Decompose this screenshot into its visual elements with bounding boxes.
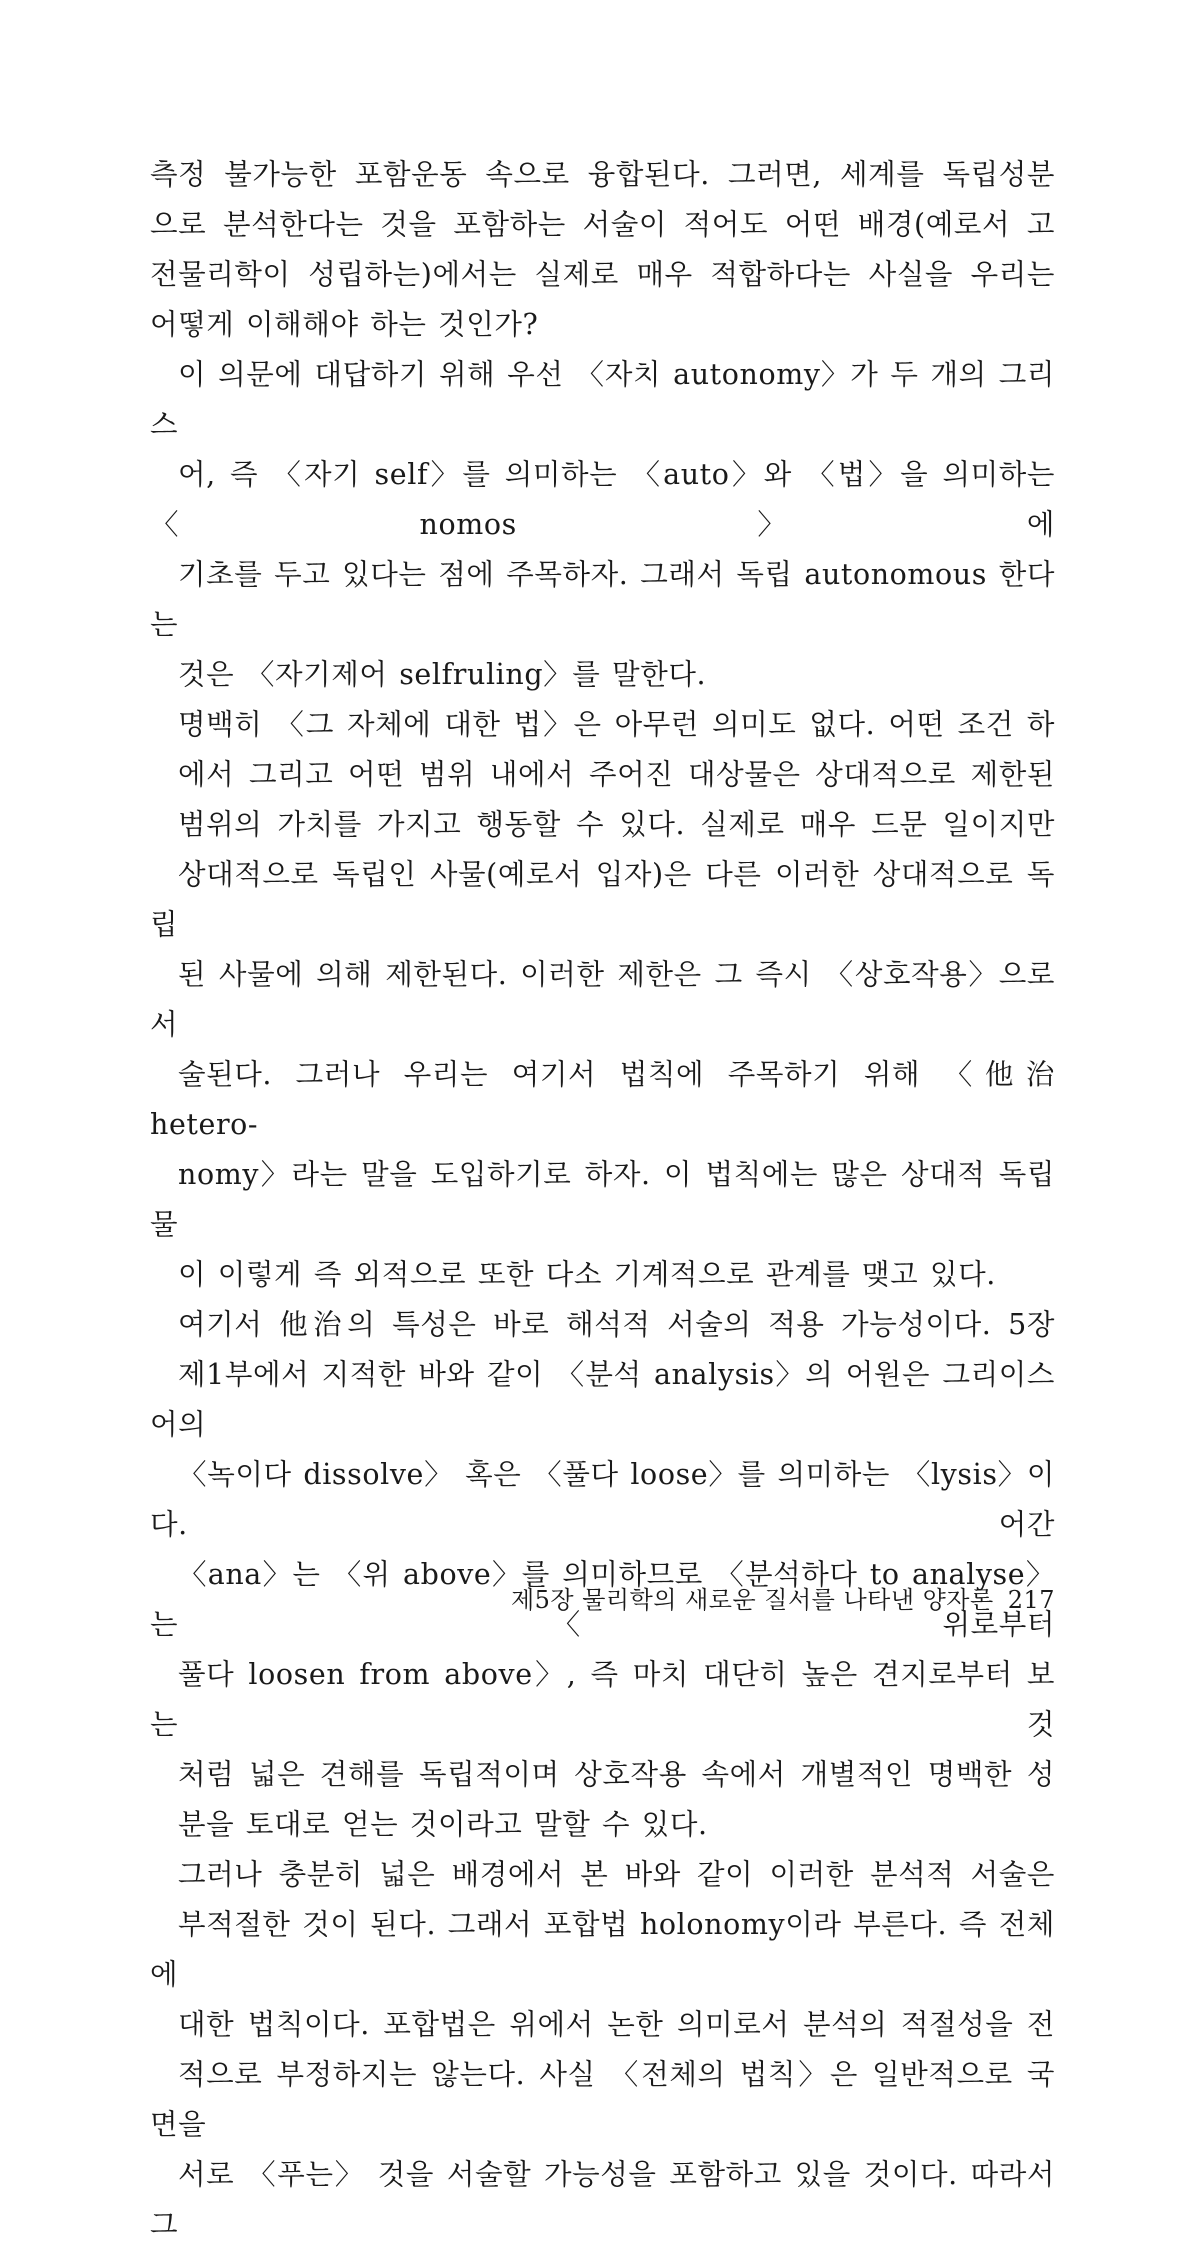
text-line: 명백히 〈그 자체에 대한 법〉은 아무런 의미도 없다. 어떤 조건 하 bbox=[178, 708, 1055, 741]
text-line: 적으로 부정하지는 않는다. 사실 〈전체의 법칙〉은 일반적으로 국면을 bbox=[150, 2058, 1055, 2141]
text-line: 부적절한 것이 된다. 그래서 포합법 holonomy이라 부른다. 즉 전체에 bbox=[150, 1908, 1055, 1991]
text-line: 것은 〈자기제어 selfruling〉를 말한다. bbox=[178, 658, 707, 691]
text-line: 술된다. 그러나 우리는 여기서 법칙에 주목하기 위해 〈他治 hetero- bbox=[150, 1058, 1055, 1141]
text-line: 그러나 충분히 넓은 배경에서 본 바와 같이 이러한 분석적 서술은 bbox=[178, 1858, 1055, 1891]
text-line: 서로 〈푸는〉 것을 서술할 가능성을 포함하고 있을 것이다. 따라서 그 bbox=[150, 2158, 1055, 2241]
text-line: 〈녹이다 dissolve〉 혹은 〈풀다 loose〉를 의미하는 〈lysis〉이다. 어간 bbox=[150, 1458, 1055, 1541]
text-line: nomy〉라는 말을 도입하기로 하자. 이 법칙에는 많은 상대적 독립물 bbox=[150, 1158, 1055, 1241]
body-text bbox=[150, 150, 1055, 2250]
text-line: 이 이렇게 즉 외적으로 또한 다소 기계적으로 관계를 맺고 있다. bbox=[178, 1258, 996, 1291]
text-line: 측정 불가능한 포함운동 속으로 융합된다. 그러면, 세계를 독립성분 bbox=[150, 158, 1055, 191]
text-line: 기초를 두고 있다는 점에 주목하자. 그래서 독립 autonomous 한다는 bbox=[150, 558, 1055, 641]
text-line: 대한 법칙이다. 포합법은 위에서 논한 의미로서 분석의 적절성을 전 bbox=[178, 2008, 1055, 2041]
text-line: 분을 토대로 얻는 것이라고 말할 수 있다. bbox=[178, 1808, 708, 1841]
paragraph bbox=[150, 700, 1055, 1300]
text-line: 상대적으로 독립인 사물(예로서 입자)은 다른 이러한 상대적으로 독립 bbox=[150, 858, 1055, 941]
paragraph bbox=[150, 150, 1055, 350]
text-line: 여기서 他治의 특성은 바로 해석적 서술의 적용 가능성이다. 5장 bbox=[178, 1308, 1055, 1341]
running-head: 제5장 물리학의 새로운 질서를 나타낸 양자론 bbox=[510, 1586, 994, 1614]
text-line: 에서 그리고 어떤 범위 내에서 주어진 대상물은 상대적으로 제한된 bbox=[178, 758, 1055, 791]
text-line: 된 사물에 의해 제한된다. 이러한 제한은 그 즉시 〈상호작용〉으로 서 bbox=[150, 958, 1055, 1041]
text-line: 전물리학이 성립하는)에서는 실제로 매우 적합하다는 사실을 우리는 bbox=[150, 258, 1055, 291]
text-line: 어, 즉 〈자기 self〉를 의미하는 〈auto〉와 〈법〉을 의미하는 〈nomos〉에 bbox=[150, 458, 1055, 541]
text-line: 제1부에서 지적한 바와 같이 〈분석 analysis〉의 어원은 그리이스어의 bbox=[150, 1358, 1055, 1441]
text-line: 이 의문에 대답하기 위해 우선 〈자치 autonomy〉가 두 개의 그리스 bbox=[150, 358, 1055, 441]
text-line: 〈ana〉는 〈위 above〉를 의미하므로 〈분석하다 to analyse〉는 〈위로부터 bbox=[150, 1558, 1055, 1641]
text-line: 으로 분석한다는 것을 포함하는 서술이 적어도 어떤 배경(예로서 고 bbox=[150, 208, 1055, 241]
text-line: 처럼 넓은 견해를 독립적이며 상호작용 속에서 개별적인 명백한 성 bbox=[178, 1758, 1055, 1791]
paragraph bbox=[150, 1850, 1055, 2250]
paragraph bbox=[150, 350, 1055, 700]
text-line: 범위의 가치를 가지고 행동할 수 있다. 실제로 매우 드문 일이지만 bbox=[178, 808, 1055, 841]
paragraph bbox=[150, 1300, 1055, 1850]
text-line: 어떻게 이해해야 하는 것인가? bbox=[150, 308, 539, 341]
page-number: 217 bbox=[1007, 1586, 1055, 1614]
text-line: 풀다 loosen from above〉, 즉 마치 대단히 높은 견지로부터 보는 것 bbox=[150, 1658, 1055, 1741]
page-footer bbox=[150, 1580, 1055, 1615]
